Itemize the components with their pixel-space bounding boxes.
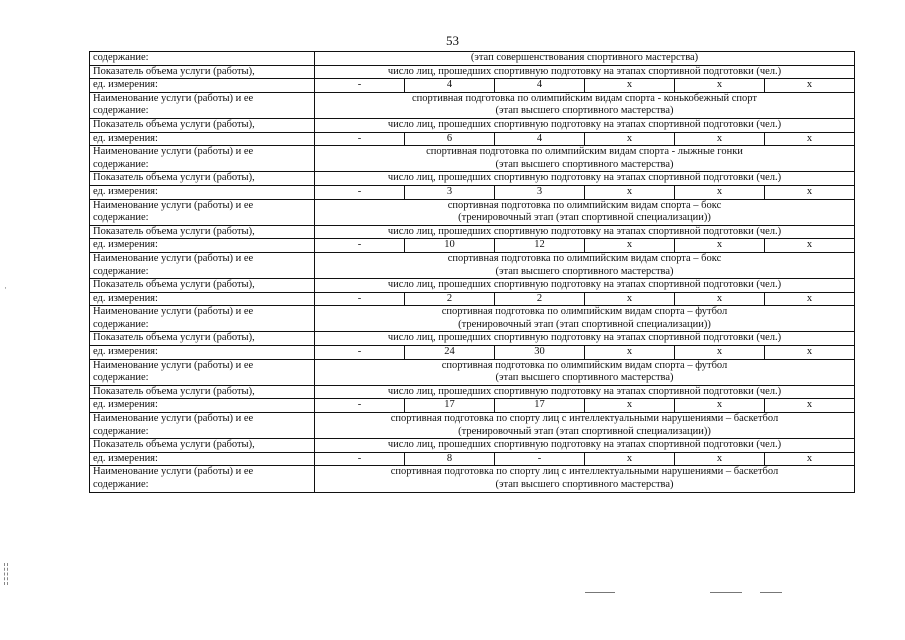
value-cell: x	[675, 132, 765, 146]
continuation-text: (этап совершенствования спортивного мастерства)	[315, 52, 855, 66]
page-number: 53	[446, 33, 459, 48]
value-cell: -	[315, 79, 405, 93]
continuation-row	[90, 52, 855, 66]
value-cell: x	[765, 452, 855, 466]
value-cell: 17	[405, 399, 495, 413]
service-label-line1: Наименование услуги (работы) и ее	[93, 252, 254, 264]
value-cell: x	[585, 399, 675, 413]
service-name: спортивная подготовка по олимпийским видам спорта – футбол	[441, 359, 728, 371]
value-cell: -	[315, 399, 405, 413]
service-row	[90, 359, 855, 385]
service-row	[90, 252, 855, 278]
service-label-line1: Наименование услуги (работы) и ее	[93, 413, 254, 425]
value-cell: x	[585, 292, 675, 306]
volume-indicator-row	[90, 332, 855, 346]
value-cell: x	[675, 346, 765, 360]
value-cell: x	[765, 79, 855, 93]
indicator-text: число лиц, прошедших спортивную подготовку на этапах спортивной подготовки (чел.)	[315, 439, 855, 453]
service-content	[315, 466, 855, 492]
volume-label-line2: ед. измерения:	[90, 346, 315, 360]
service-name: спортивная подготовка по олимпийским видам спорта – бокс	[447, 199, 722, 211]
service-stage: (этап высшего спортивного мастерства)	[495, 105, 674, 117]
service-label	[90, 413, 315, 439]
value-cell: -	[315, 346, 405, 360]
service-stage: (тренировочный этап (этап спортивной специализации))	[458, 212, 711, 224]
service-label-line1: Наименование услуги (работы) и ее	[93, 359, 254, 371]
service-label-line1: Наименование услуги (работы) и ее	[93, 466, 254, 478]
value-cell: x	[765, 292, 855, 306]
service-content	[315, 146, 855, 172]
volume-indicator-row	[90, 225, 855, 239]
service-name: спортивная подготовка по олимпийским видам спорта - конькобежный спорт	[411, 92, 758, 104]
volume-label-line1: Показатель объема услуги (работы),	[90, 279, 315, 293]
service-label-line2: содержание:	[93, 479, 149, 490]
service-name: спортивная подготовка по олимпийским видам спорта – футбол	[441, 306, 728, 318]
value-cell: 4	[405, 79, 495, 93]
service-name: спортивная подготовка по спорту лиц с интеллектуальными нарушениями – баскетбол	[390, 466, 779, 478]
service-name: спортивная подготовка по олимпийским видам спорта – бокс	[447, 252, 722, 264]
value-cell: x	[765, 132, 855, 146]
value-cell: -	[315, 239, 405, 253]
value-cell: 2	[495, 292, 585, 306]
value-cell: -	[315, 185, 405, 199]
value-cell: x	[675, 185, 765, 199]
service-content	[315, 199, 855, 225]
value-cell: -	[315, 292, 405, 306]
value-cell: x	[585, 79, 675, 93]
value-cell: x	[585, 185, 675, 199]
value-cell: x	[585, 132, 675, 146]
volume-values-row	[90, 185, 855, 199]
service-name: спортивная подготовка по олимпийским видам спорта - лыжные гонки	[426, 146, 743, 158]
volume-values-row	[90, 346, 855, 360]
volume-indicator-row	[90, 279, 855, 293]
value-cell: 30	[495, 346, 585, 360]
value-cell: 10	[405, 239, 495, 253]
service-label	[90, 466, 315, 492]
value-cell: 2	[405, 292, 495, 306]
value-cell: x	[765, 185, 855, 199]
volume-indicator-row	[90, 385, 855, 399]
value-cell: 24	[405, 346, 495, 360]
value-cell: 4	[495, 132, 585, 146]
indicator-text: число лиц, прошедших спортивную подготовку на этапах спортивной подготовки (чел.)	[315, 279, 855, 293]
service-label-line2: содержание:	[93, 425, 149, 437]
volume-label-line2: ед. измерения:	[90, 239, 315, 253]
margin-scan-mark	[7, 563, 10, 585]
volume-label-line2: ед. измерения:	[90, 399, 315, 413]
value-cell: x	[675, 292, 765, 306]
value-cell: x	[585, 452, 675, 466]
service-label	[90, 359, 315, 385]
services-table-body	[90, 52, 855, 493]
indicator-text: число лиц, прошедших спортивную подготовку на этапах спортивной подготовки (чел.)	[315, 332, 855, 346]
value-cell: x	[585, 346, 675, 360]
value-cell: x	[765, 239, 855, 253]
service-label	[90, 146, 315, 172]
volume-indicator-row	[90, 439, 855, 453]
volume-label-line2: ед. измерения:	[90, 79, 315, 93]
value-cell: 3	[495, 185, 585, 199]
service-label-line1: Наименование услуги (работы) и ее	[93, 146, 254, 158]
value-cell: x	[585, 239, 675, 253]
service-row	[90, 466, 855, 492]
margin-mark: ·	[4, 283, 7, 293]
volume-indicator-row	[90, 118, 855, 132]
volume-label-line2: ед. измерения:	[90, 452, 315, 466]
continuation-label: содержание:	[90, 52, 315, 66]
service-content	[315, 413, 855, 439]
value-cell: 12	[495, 239, 585, 253]
volume-label-line1: Показатель объема услуги (работы),	[90, 65, 315, 79]
volume-label-line2: ед. измерения:	[90, 292, 315, 306]
volume-label-line2: ед. измерения:	[90, 185, 315, 199]
service-label-line2: содержание:	[93, 158, 149, 170]
value-cell: 4	[495, 79, 585, 93]
value-cell: x	[675, 79, 765, 93]
value-cell: 17	[495, 399, 585, 413]
indicator-text: число лиц, прошедших спортивную подготовку на этапах спортивной подготовки (чел.)	[315, 385, 855, 399]
service-row	[90, 413, 855, 439]
value-cell: x	[765, 399, 855, 413]
service-content	[315, 252, 855, 278]
service-content	[315, 306, 855, 332]
value-cell: x	[765, 346, 855, 360]
volume-values-row	[90, 79, 855, 93]
volume-values-row	[90, 292, 855, 306]
volume-label-line1: Показатель объема услуги (работы),	[90, 439, 315, 453]
volume-label-line1: Показатель объема услуги (работы),	[90, 225, 315, 239]
volume-values-row	[90, 239, 855, 253]
service-stage: (тренировочный этап (этап спортивной специализации))	[458, 318, 711, 330]
scan-artifact	[585, 592, 615, 593]
volume-indicator-row	[90, 172, 855, 186]
volume-values-row	[90, 132, 855, 146]
service-row	[90, 92, 855, 118]
service-label-line1: Наименование услуги (работы) и ее	[93, 199, 254, 211]
volume-label-line1: Показатель объема услуги (работы),	[90, 332, 315, 346]
services-table	[89, 51, 855, 493]
service-label	[90, 199, 315, 225]
service-content	[315, 359, 855, 385]
service-label-line2: содержание:	[93, 372, 149, 384]
volume-values-row	[90, 399, 855, 413]
value-cell: 6	[405, 132, 495, 146]
service-stage: (этап высшего спортивного мастерства)	[495, 265, 674, 277]
service-label	[90, 252, 315, 278]
service-name: спортивная подготовка по спорту лиц с интеллектуальными нарушениями – баскетбол	[390, 413, 779, 425]
service-row	[90, 306, 855, 332]
indicator-text: число лиц, прошедших спортивную подготовку на этапах спортивной подготовки (чел.)	[315, 118, 855, 132]
value-cell: -	[495, 452, 585, 466]
service-row	[90, 199, 855, 225]
value-cell: x	[675, 239, 765, 253]
scan-artifact	[710, 592, 742, 593]
service-stage: (тренировочный этап (этап спортивной специализации))	[458, 425, 711, 437]
value-cell: x	[675, 452, 765, 466]
volume-label-line1: Показатель объема услуги (работы),	[90, 385, 315, 399]
volume-values-row	[90, 452, 855, 466]
service-label-line1: Наименование услуги (работы) и ее	[93, 92, 254, 104]
indicator-text: число лиц, прошедших спортивную подготовку на этапах спортивной подготовки (чел.)	[315, 225, 855, 239]
service-label	[90, 306, 315, 332]
service-label-line2: содержание:	[93, 212, 149, 224]
volume-indicator-row	[90, 65, 855, 79]
service-label-line2: содержание:	[93, 265, 149, 277]
service-stage: (этап высшего спортивного мастерства)	[495, 372, 674, 384]
service-label-line2: содержание:	[93, 105, 149, 117]
value-cell: -	[315, 452, 405, 466]
indicator-text: число лиц, прошедших спортивную подготовку на этапах спортивной подготовки (чел.)	[315, 172, 855, 186]
service-label-line1: Наименование услуги (работы) и ее	[93, 306, 254, 318]
service-label-line2: содержание:	[93, 318, 149, 330]
service-stage: (этап высшего спортивного мастерства)	[495, 479, 674, 490]
value-cell: 8	[405, 452, 495, 466]
service-stage: (этап высшего спортивного мастерства)	[495, 158, 674, 170]
value-cell: x	[675, 399, 765, 413]
scan-artifact	[760, 592, 782, 593]
volume-label-line1: Показатель объема услуги (работы),	[90, 118, 315, 132]
volume-label-line2: ед. измерения:	[90, 132, 315, 146]
service-label	[90, 92, 315, 118]
volume-label-line1: Показатель объема услуги (работы),	[90, 172, 315, 186]
value-cell: 3	[405, 185, 495, 199]
service-content	[315, 92, 855, 118]
value-cell: -	[315, 132, 405, 146]
indicator-text: число лиц, прошедших спортивную подготовку на этапах спортивной подготовки (чел.)	[315, 65, 855, 79]
service-row	[90, 146, 855, 172]
